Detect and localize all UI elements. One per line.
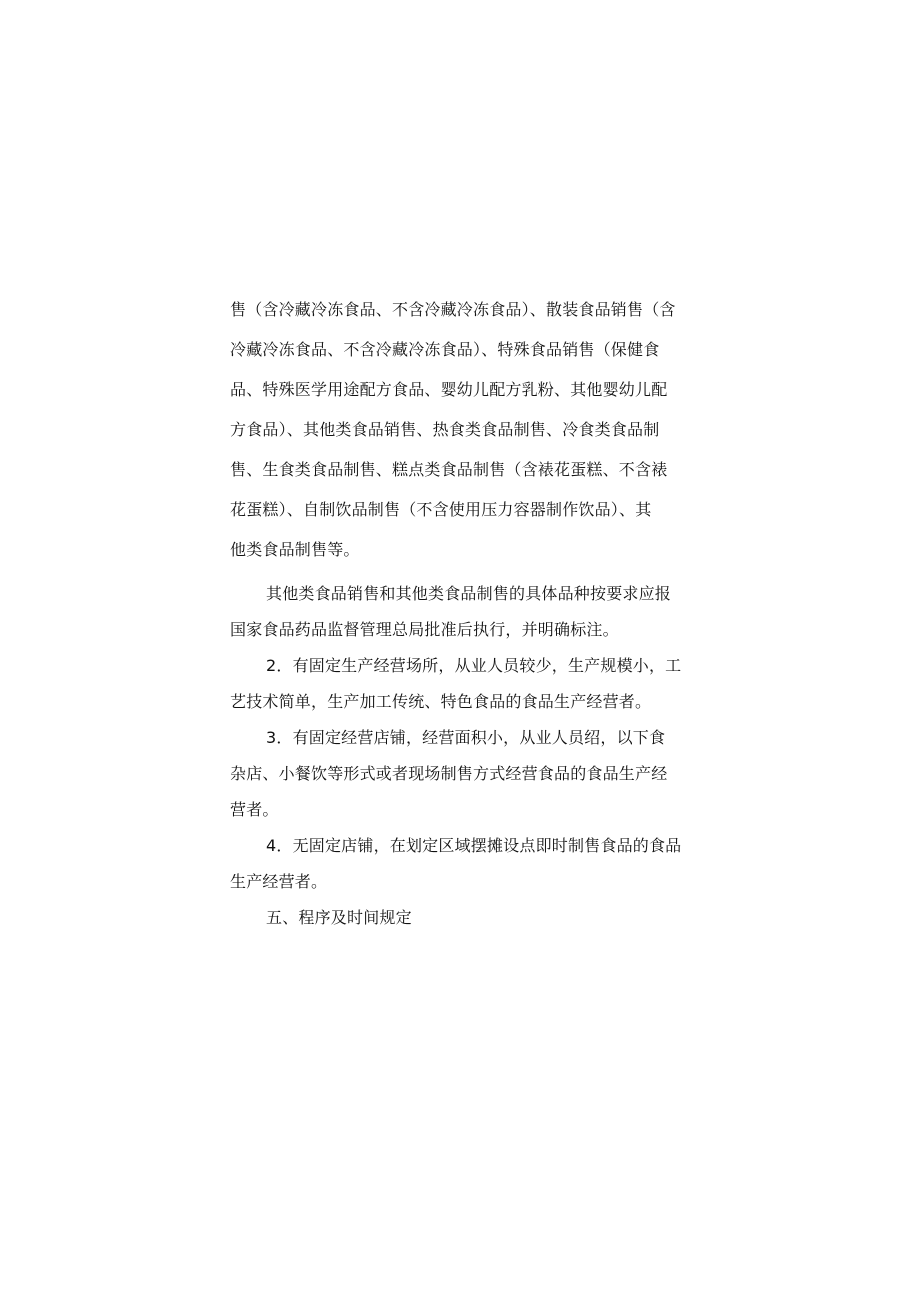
text-line: 3．有固定经营店铺，经营面积小，从业人员绍，以下食 <box>266 728 666 747</box>
text-line: 他类食品制售等。 <box>230 540 360 559</box>
text-line: 2．有固定生产经营场所，从业人员较少，生产规模小，工 <box>266 656 682 675</box>
text-line: 方食品）、其他类食品销售、热食类食品制售、冷食类食品制 <box>230 420 660 439</box>
paragraph-food-categories <box>230 290 696 570</box>
text-line: 生产经营者。 <box>230 872 328 891</box>
section-heading-text: 五、程序及时间规定 <box>266 908 412 927</box>
document-body <box>230 290 696 936</box>
text-line: 售（含冷藏冷冻食品、不含冷藏冷冻食品）、散装食品销售（含 <box>230 300 676 319</box>
paragraph-approval-note <box>230 576 696 648</box>
text-line: 国家食品药品监督管理总局批准后执行，并明确标注。 <box>230 620 619 639</box>
text-line: 4．无固定店铺，在划定区域摆摊设点即时制售食品的食品 <box>266 836 682 855</box>
list-item-3 <box>230 720 696 828</box>
text-line: 冷藏冷冻食品、不含冷藏冷冻食品）、特殊食品销售（保健食 <box>230 340 660 359</box>
text-line: 售、生食类食品制售、糕点类食品制售（含裱花蛋糕、不含裱 <box>230 460 668 479</box>
text-line: 其他类食品销售和其他类食品制售的具体品种按要求应报 <box>266 584 672 603</box>
list-item-2 <box>230 648 696 720</box>
list-item-4 <box>230 828 696 900</box>
text-line: 花蛋糕）、自制饮品制售（不含使用压力容器制作饮品）、其 <box>230 500 652 519</box>
text-line: 艺技术简单，生产加工传统、特色食品的食品生产经营者。 <box>230 692 652 711</box>
section-heading <box>230 900 696 936</box>
text-line: 杂店、小餐饮等形式或者现场制售方式经营食品的食品生产经 <box>230 764 668 783</box>
text-line: 营者。 <box>230 800 279 819</box>
text-line: 品、特殊医学用途配方食品、婴幼儿配方乳粉、其他婴幼儿配 <box>230 380 668 399</box>
